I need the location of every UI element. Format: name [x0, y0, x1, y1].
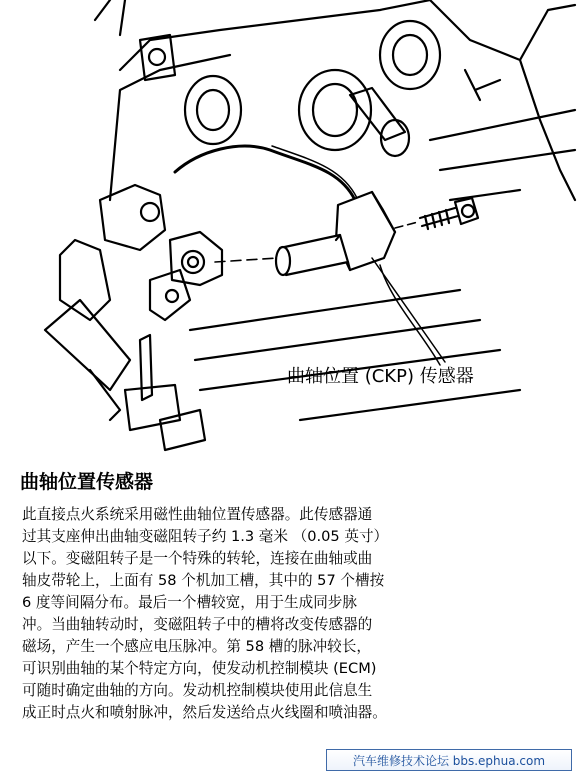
install-guide-line — [215, 258, 278, 262]
ckp-sensor-callout-label: 曲轴位置 (CKP) 传感器 — [287, 366, 474, 387]
body-line: 可随时确定曲轴的方向。发动机控制模块使用此信息生 — [22, 682, 373, 699]
section-title: 曲轴位置传感器 — [20, 471, 154, 493]
body-line: 此直接点火系统采用磁性曲轴位置传感器。此传感器通 — [22, 506, 373, 523]
body-line: 成正时点火和喷射脉冲，然后发送给点火线圈和喷油器。 — [22, 704, 387, 721]
sensor-wire — [175, 146, 355, 200]
body-line: 轴皮带轮上，上面有 58 个机加工槽，其中的 57 个槽按 — [22, 572, 385, 589]
body-paragraph — [22, 504, 482, 724]
body-line: 可识别曲轴的某个特定方向，使发动机控制模块 (ECM) — [22, 660, 377, 677]
engine-block-outline — [95, 0, 575, 200]
lower-stud — [125, 335, 205, 450]
callout-leader-line — [372, 258, 445, 362]
sensor-mount-boss — [170, 232, 222, 285]
body-line: 过其支座伸出曲轴变磁阻转子约 1.3 毫米 （0.05 英寸） — [22, 528, 389, 545]
forum-watermark: 汽车维修技术论坛 bbs.ephua.com — [326, 749, 572, 771]
upper-cylinder — [350, 88, 409, 156]
body-line: 以下。变磁阻转子是一个特殊的转轮，连接在曲轴或曲 — [22, 550, 373, 567]
body-line: 磁场，产生一个感应电压脉冲。第 58 槽的脉冲较长， — [22, 638, 371, 655]
body-line: 6 度等间隔分布。最后一个槽较宽，用于生成同步脉 — [22, 594, 357, 611]
port-openings — [185, 21, 440, 150]
mounting-bolt — [420, 198, 478, 229]
body-line: 冲。当曲轴转动时，变磁阻转子中的槽将改变传感器的 — [22, 616, 373, 633]
top-bolt-boss — [140, 35, 175, 80]
ckp-sensor-body — [276, 192, 395, 275]
